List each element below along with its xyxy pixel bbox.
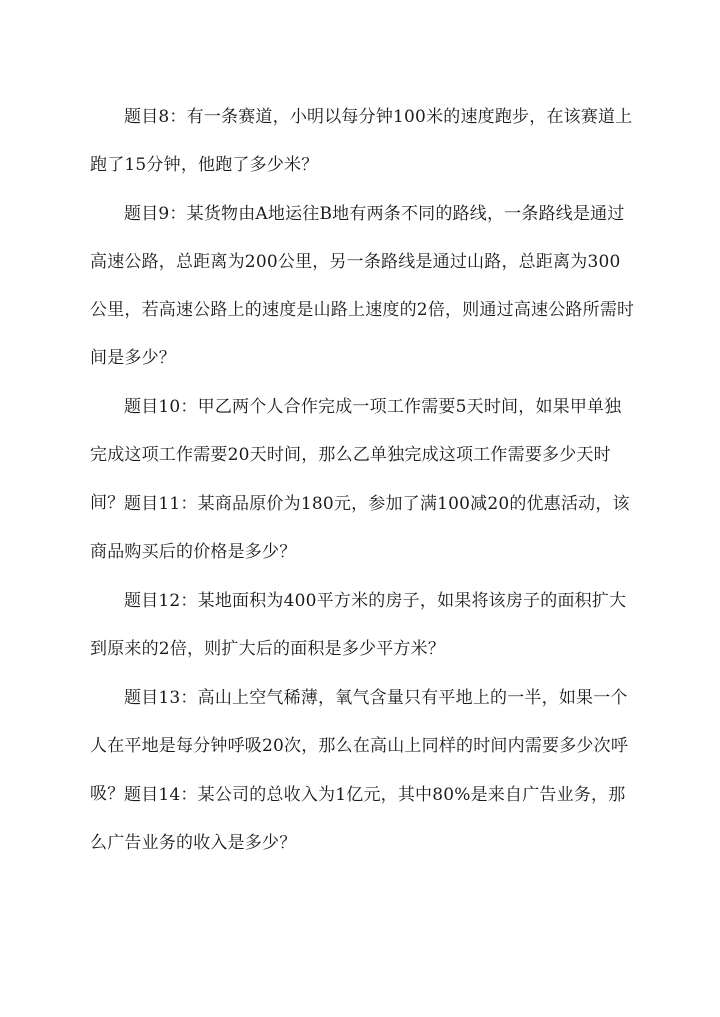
- question-10: 题目10：甲乙两个人合作完成一项工作需要5天时间，如果甲单独完成这项工作需要20天时间，那么乙单独完成这项工作需要多少天时间？: [90, 397, 622, 513]
- question-14: 题目14：某公司的总收入为1亿元，其中80%是来自广告业务，那么广告业务的收入是多少？: [90, 785, 626, 853]
- question-12: 题目12：某地面积为400平方米的房子，如果将该房子的面积扩大到原来的2倍，则扩大后的面积是多少平方米？: [90, 591, 627, 659]
- question-9: 题目9：某货物由A地运往B地有两条不同的路线，一条路线是通过高速公路，总距离为200公里，另一条路线是通过山路，总距离为300公里，若高速公路上的速度是山路上速度的2倍，则通过高速公路所需时间是多少？: [90, 204, 635, 368]
- question-11: 题目11：某商品原价为180元，参加了满100减20的优惠活动，该商品购买后的价格是多少？: [90, 494, 630, 562]
- question-8: 题目8：有一条赛道，小明以每分钟100米的速度跑步，在该赛道上跑了15分钟，他跑了多少米？: [90, 107, 633, 175]
- question-13: 题目13：高山上空气稀薄，氧气含量只有平地上的一半，如果一个人在平地是每分钟呼吸20次，那么在高山上同样的时间内需要多少次呼吸？: [90, 688, 629, 804]
